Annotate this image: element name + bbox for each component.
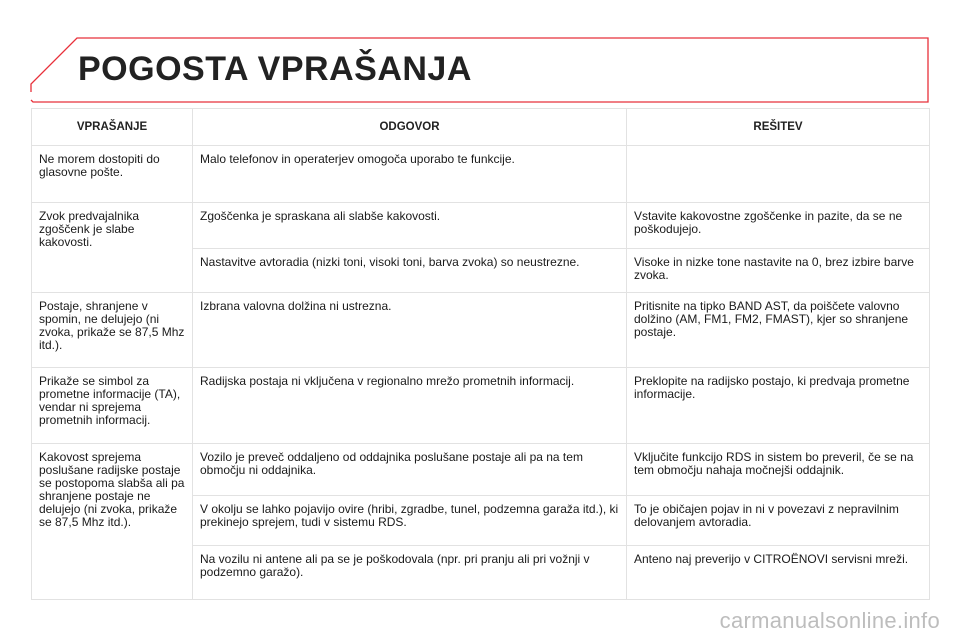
question-text: Postaje, shranjene v spomin, ne delujejo (ni zvoka, prikaže se 87,5 Mhz itd.).	[39, 299, 185, 352]
answer-text: Izbrana valovna dolžina ni ustrezna.	[200, 299, 392, 313]
answer-text: Malo telefonov in operaterjev omogoča uporabo te funkcije.	[200, 152, 515, 166]
column-header-solution: REŠITEV	[627, 109, 930, 146]
solution-text: Vključite funkcijo RDS in sistem bo preveril, če se na tem območju nahaja močnejši oddajnik.	[634, 450, 914, 477]
solution-text: Vstavite kakovostne zgoščenke in pazite, da se ne poškodujejo.	[634, 209, 903, 236]
faq-table	[31, 108, 930, 600]
answer-text: Radijska postaja ni vključena v regionalno mrežo prometnih informacij.	[200, 374, 575, 388]
question-cell	[32, 203, 193, 293]
table-row	[32, 293, 930, 368]
table-header-row	[32, 109, 930, 146]
answer-text: V okolju se lahko pojavijo ovire (hribi, zgradbe, tunel, podzemna garaža itd.), ki prekinejo sprejem, tudi v sistemu RDS.	[200, 502, 619, 529]
answer-text: Na vozilu ni antene ali pa se je poškodovala (npr. pri pranju ali pri vožnji v podzemno garažo).	[200, 552, 590, 579]
question-text: Zvok predvajalnika zgoščenk je slabe kakovosti.	[39, 209, 140, 249]
answer-cell	[193, 203, 627, 249]
solution-text: Pritisnite na tipko BAND AST, da poiščete valovno dolžino (AM, FM1, FM2, FMAST), kjer so shranjene postaje.	[634, 299, 909, 339]
question-text: Prikaže se simbol za prometne informacije (TA), vendar ni sprejema prometnih informacij.	[39, 374, 181, 427]
question-cell	[32, 444, 193, 600]
table-row	[32, 368, 930, 444]
solution-cell	[627, 146, 930, 203]
page-title: POGOSTA VPRAŠANJA	[78, 50, 472, 88]
question-cell	[32, 368, 193, 444]
solution-cell	[627, 249, 930, 293]
answer-cell	[193, 368, 627, 444]
solution-text: Preklopite na radijsko postajo, ki predvaja prometne informacije.	[634, 374, 910, 401]
table-row	[32, 146, 930, 203]
question-text: Ne morem dostopiti do glasovne pošte.	[39, 152, 160, 179]
solution-cell	[627, 368, 930, 444]
solution-text: Visoke in nizke tone nastavite na 0, brez izbire barve zvoka.	[634, 255, 914, 282]
solution-cell	[627, 293, 930, 368]
question-text: Kakovost sprejema poslušane radijske postaje se postopoma slabša ali pa shranjene postaje ne delujejo (ni zvoka, prikaže se 87,5 Mhz itd.).	[39, 450, 185, 529]
question-cell	[32, 146, 193, 203]
question-cell	[32, 293, 193, 368]
answer-cell	[193, 146, 627, 203]
solution-cell	[627, 546, 930, 600]
answer-text: Vozilo je preveč oddaljeno od oddajnika poslušane postaje ali pa na tem območju ni oddajnika.	[200, 450, 583, 477]
column-header-answer: ODGOVOR	[193, 109, 627, 146]
answer-cell	[193, 249, 627, 293]
table-row	[32, 444, 930, 496]
watermark: carmanualsonline.info	[719, 608, 940, 633]
solution-text: To je običajen pojav in ni v povezavi z nepravilnim delovanjem avtoradia.	[634, 502, 899, 529]
solution-text: Anteno naj preverijo v CITROËNOVI servisni mreži.	[634, 552, 909, 566]
solution-cell	[627, 444, 930, 496]
column-header-question: VPRAŠANJE	[32, 109, 193, 146]
answer-cell	[193, 293, 627, 368]
table-row	[32, 203, 930, 249]
answer-cell	[193, 496, 627, 546]
solution-cell	[627, 203, 930, 249]
answer-text: Zgoščenka je spraskana ali slabše kakovosti.	[200, 209, 441, 223]
answer-cell	[193, 444, 627, 496]
answer-text: Nastavitve avtoradia (nizki toni, visoki toni, barva zvoka) so neustrezne.	[200, 255, 580, 269]
solution-cell	[627, 496, 930, 546]
answer-cell	[193, 546, 627, 600]
